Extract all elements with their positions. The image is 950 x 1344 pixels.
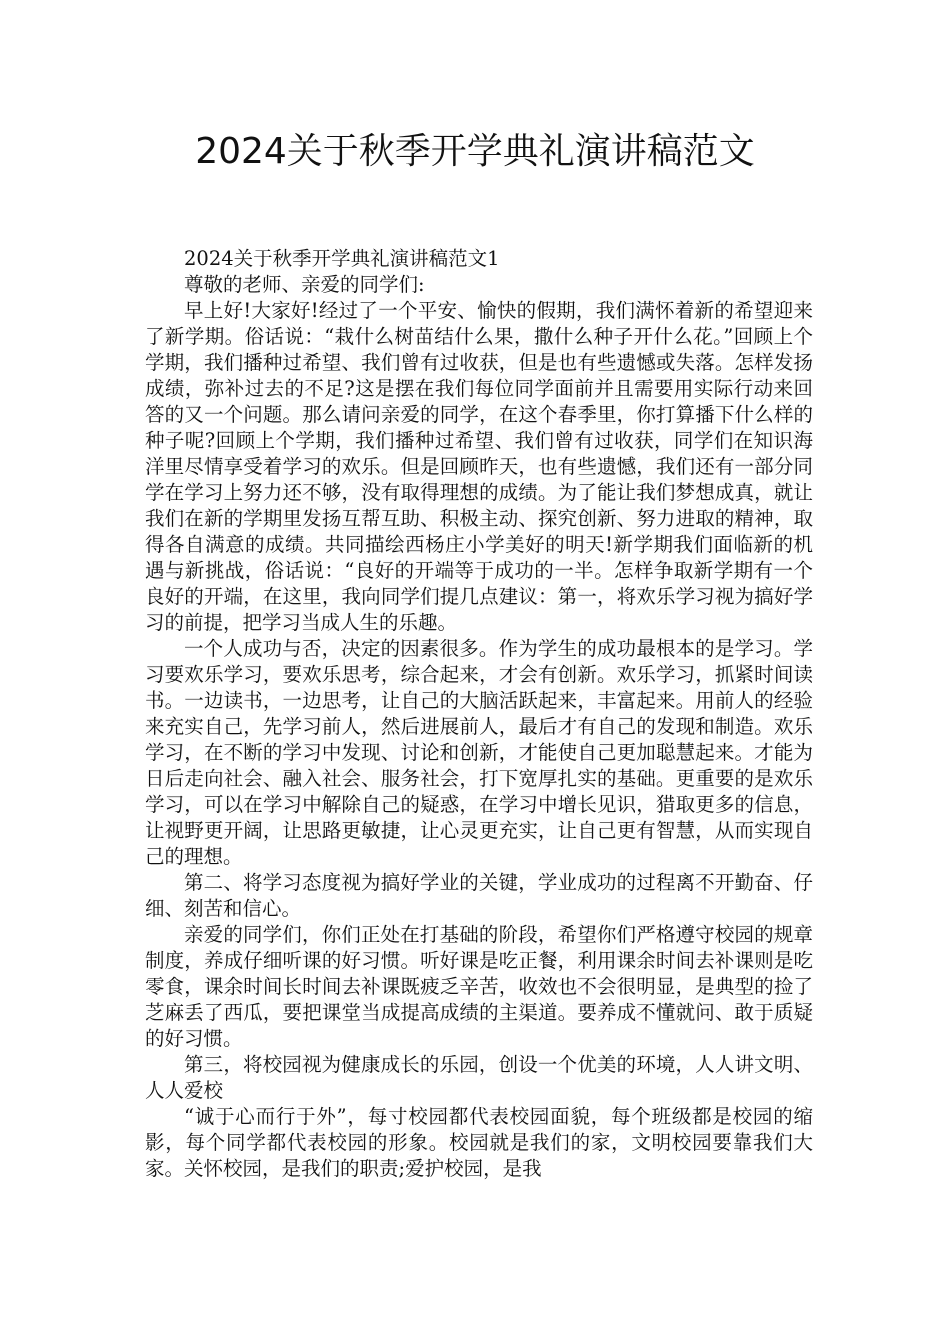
paragraph: 早上好!大家好!经过了一个平安、愉快的假期，我们满怀着新的希望迎来了新学期。俗话说：“栽什么树苗结什么果，撒什么种子开什么花。”回顾上个学期，我们播种过希望、我们曾有过收获，但是也有些遗憾或失落。怎样发扬成绩，弥补过去的不足?这是摆在我们每位同学面前并且需要用实际行动来回答的又一个问题。那么请问亲爱的同学，在这个春季里，你打算播下什么样的种子呢?回顾上个学期，我们播种过希望、我们曾有过收获，同学们在知识海洋里尽情享受着学习的欢乐。但是回顾昨天，也有些遗憾，我们还有一部分同学在学习上努力还不够，没有取得理想的成绩。为了能让我们梦想成真，就让我们在新的学期里发扬互帮互助、积极主动、探究创新、努力进取的精神，取得各自满意的成绩。共同描绘西杨庄小学美好的明天!新学期我们面临新的机遇与新挑战，俗话说：“良好的开端等于成功的一半。怎样争取新学期有一个良好的开端，在这里，我向同学们提几点建议：第一，将欢乐学习视为搞好学习的前提，把学习当成人生的乐趣。: [145, 299, 813, 634]
paragraph: 亲爱的同学们，你们正处在打基础的阶段，希望你们严格遵守校园的规章制度，养成仔细听课的好习惯。听好课是吃正餐，利用课余时间去补课则是吃零食，课余时间长时间去补课既疲乏辛苦，收效也不会很明显，是典型的捡了芝麻丢了西瓜，要把课堂当成提高成绩的主渠道。要养成不懂就问、敢于质疑的好习惯。: [145, 923, 813, 1050]
document-title: 2024关于秋季开学典礼演讲稿范文: [195, 131, 755, 172]
paragraph: “诚于心而行于外”，每寸校园都代表校园面貌，每个班级都是校园的缩影，每个同学都代表校园的形象。校园就是我们的家，文明校园要靠我们大家。关怀校园，是我们的职责;爱护校园，是我: [145, 1105, 813, 1180]
paragraph: 一个人成功与否，决定的因素很多。作为学生的成功最根本的是学习。学习要欢乐学习，要欢乐思考，综合起来，才会有创新。欢乐学习，抓紧时间读书。一边读书，一边思考，让自己的大脑活跃起来，丰富起来。用前人的经验来充实自己，先学习前人，然后进展前人，最后才有自己的发现和制造。欢乐学习，在不断的学习中发现、讨论和创新，才能使自己更加聪慧起来。才能为日后走向社会、融入社会、服务社会，打下宽厚扎实的基础。更重要的是欢乐学习，可以在学习中解除自己的疑惑，在学习中增长见识，猎取更多的信息，让视野更开阔，让思路更敏捷，让心灵更充实，让自己更有智慧，从而实现自己的理想。: [145, 637, 813, 868]
document-body: [145, 246, 813, 1182]
paragraph: 第二、将学习态度视为搞好学业的关键，学业成功的过程离不开勤奋、仔细、刻苦和信心。: [145, 871, 813, 920]
paragraph: 第三，将校园视为健康成长的乐园，创设一个优美的环境，人人讲文明、人人爱校: [145, 1053, 813, 1102]
salutation: 尊敬的老师、亲爱的同学们:: [184, 273, 425, 296]
section-heading: 2024关于秋季开学典礼演讲稿范文1: [184, 247, 500, 270]
